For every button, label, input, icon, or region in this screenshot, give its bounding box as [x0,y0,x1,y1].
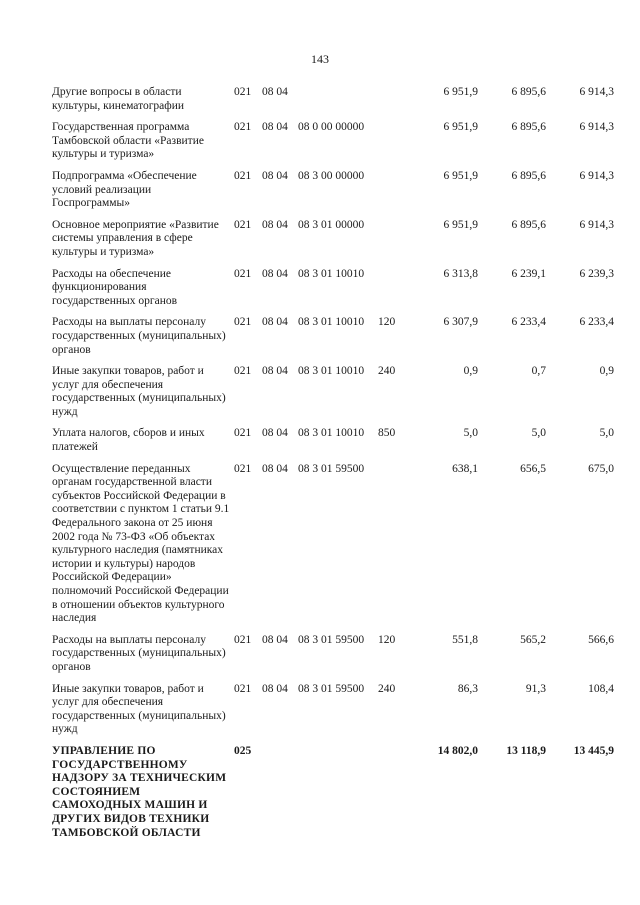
row-section-code: 08 04 [262,365,288,378]
row-section-code: 08 04 [262,121,288,134]
row-ved-code: 021 [234,86,252,98]
row-name: Расходы на выплаты персоналу государственных (муниципальных) органов [52,316,226,356]
row-target-article: 08 0 00 00000 [298,121,365,134]
row-amount-year1: 6 951,9 [443,86,478,98]
row-amount-year3: 6 233,4 [579,316,614,329]
row-amount-year2: 6 895,6 [511,121,546,134]
row-target-article: 08 3 01 10010 [298,316,365,329]
row-expense-type: 240 [378,365,396,378]
row-amount-year2: 6 233,4 [511,316,546,329]
row-amount-year3: 6 914,3 [579,86,614,98]
row-ved-code: 021 [234,462,252,475]
row-amount-year2: 0,7 [531,365,546,378]
row-amount-year3: 6 914,3 [579,169,614,182]
row-ved-code: 021 [234,633,252,646]
row-amount-year1: 551,8 [452,633,478,646]
row-amount-year1: 14 802,0 [437,744,478,757]
row-amount-year3: 13 445,9 [573,744,614,757]
row-expense-type: 120 [378,316,396,329]
row-target-article: 08 3 01 10010 [298,427,365,440]
row-section-code [262,745,298,848]
row-target-article: 08 3 00 00000 [298,169,365,182]
table-row [52,745,614,848]
row-section-code: 08 04 [262,682,288,695]
row-ved-code: 021 [234,121,252,134]
row-amount-year2: 5,0 [531,427,546,440]
table-row [52,86,614,121]
row-ved-code: 021 [234,267,252,280]
row-expense-type [378,121,410,170]
row-amount-year3: 6 239,3 [579,267,614,280]
row-amount-year2: 565,2 [520,633,546,646]
row-amount-year1: 0,9 [463,365,478,378]
row-amount-year2: 656,5 [520,462,546,475]
row-expense-type [378,86,410,121]
row-amount-year3: 0,9 [599,365,614,378]
row-name: Расходы на выплаты персоналу государственных (муниципальных) органов [52,633,226,673]
row-target-article: 08 3 01 10010 [298,267,365,280]
row-amount-year3: 108,4 [588,682,614,695]
row-name: Расходы на обеспечение функционирования государственных органов [52,267,178,307]
row-amount-year1: 6 313,8 [443,267,478,280]
row-amount-year2: 6 895,6 [511,169,546,182]
row-amount-year1: 638,1 [452,462,478,475]
table-row [52,683,614,745]
row-name: Другие вопросы в области культуры, кинематографии [52,86,185,112]
row-section-code: 08 04 [262,316,288,329]
row-expense-type [378,219,410,268]
table-row [52,219,614,268]
row-section-code: 08 04 [262,462,288,475]
row-section-code: 08 04 [262,267,288,280]
row-expense-type: 850 [378,427,396,440]
row-section-code: 08 04 [262,633,288,646]
row-amount-year3: 566,6 [588,633,614,646]
row-target-article [298,745,378,848]
table-row [52,268,614,317]
row-amount-year2: 13 118,9 [506,744,546,757]
row-name: Основное мероприятие «Развитие системы управления в сфере культуры и туризма» [52,218,219,258]
row-section-code: 08 04 [262,427,288,440]
row-section-code: 08 04 [262,169,288,182]
row-name: УПРАВЛЕНИЕ ПО ГОСУДАРСТВЕННОМУ НАДЗОРУ ЗА ТЕХНИЧЕСКИМ СОСТОЯНИЕМ САМОХОДНЫХ МАШИН И ДРУГИХ ВИДОВ ТЕХНИКИ ТАМБОВСКОЙ ОБЛАСТИ [52,744,227,839]
row-amount-year1: 5,0 [463,427,478,440]
row-amount-year1: 6 951,9 [443,121,478,134]
row-expense-type [378,463,410,634]
row-expense-type: 120 [378,633,396,646]
row-name: Уплата налогов, сборов и иных платежей [52,427,205,454]
row-target-article: 08 3 01 59500 [298,682,365,695]
row-target-article: 08 3 01 00000 [298,218,365,231]
table-row [52,634,614,683]
row-section-code: 08 04 [262,218,288,231]
row-ved-code: 021 [234,682,252,695]
row-target-article: 08 3 01 59500 [298,633,365,646]
table-row [52,463,614,634]
table-row [52,170,614,219]
row-target-article: 08 3 01 10010 [298,365,365,378]
row-amount-year3: 6 914,3 [579,121,614,134]
row-ved-code: 021 [234,169,252,182]
row-section-code: 08 04 [262,86,288,98]
row-amount-year2: 6 239,1 [511,267,546,280]
budget-table [52,86,614,848]
row-amount-year1: 86,3 [457,682,478,695]
row-target-article: 08 3 01 59500 [298,462,365,475]
row-amount-year2: 91,3 [525,682,546,695]
row-name: Подпрограмма «Обеспечение условий реализации Госпрограммы» [52,169,197,210]
page-number: 143 [311,52,329,66]
row-name: Осуществление переданных органам государственной власти субъектов Российской Федерации в соответствии с пунктом 1 статьи 9.1 Федерального закона от 25 июня 2002 года № 73-ФЗ «Об объектах культурного наследия (памятниках истории и культуры) народов Российской Федерации» полномочий Российской Федерации в отношении объектов культурного наследия [52,462,230,625]
row-amount-year1: 6 307,9 [443,316,478,329]
table-row [52,121,614,170]
row-amount-year3: 6 914,3 [579,218,614,231]
row-amount-year3: 5,0 [599,427,614,440]
row-ved-code: 021 [234,427,252,440]
row-name: Иные закупки товаров, работ и услуг для обеспечения государственных (муниципальных) нужд [52,682,226,736]
row-expense-type [378,745,410,848]
row-target-article [298,86,378,121]
row-expense-type [378,170,410,219]
row-name: Иные закупки товаров, работ и услуг для обеспечения государственных (муниципальных) нужд [52,365,226,418]
row-amount-year2: 6 895,6 [511,218,546,231]
table-row [52,365,614,427]
row-name: Государственная программа Тамбовской области «Развитие культуры и туризма» [52,121,204,161]
table-row [52,427,614,462]
row-ved-code: 021 [234,316,252,329]
row-ved-code: 025 [234,744,252,757]
table-row [52,316,614,365]
row-ved-code: 021 [234,218,252,231]
row-expense-type: 240 [378,682,396,695]
row-ved-code: 021 [234,365,252,378]
row-amount-year1: 6 951,9 [443,169,478,182]
row-amount-year1: 6 951,9 [443,218,478,231]
row-amount-year2: 6 895,6 [511,86,546,98]
row-amount-year3: 675,0 [588,462,614,475]
row-expense-type [378,268,410,317]
